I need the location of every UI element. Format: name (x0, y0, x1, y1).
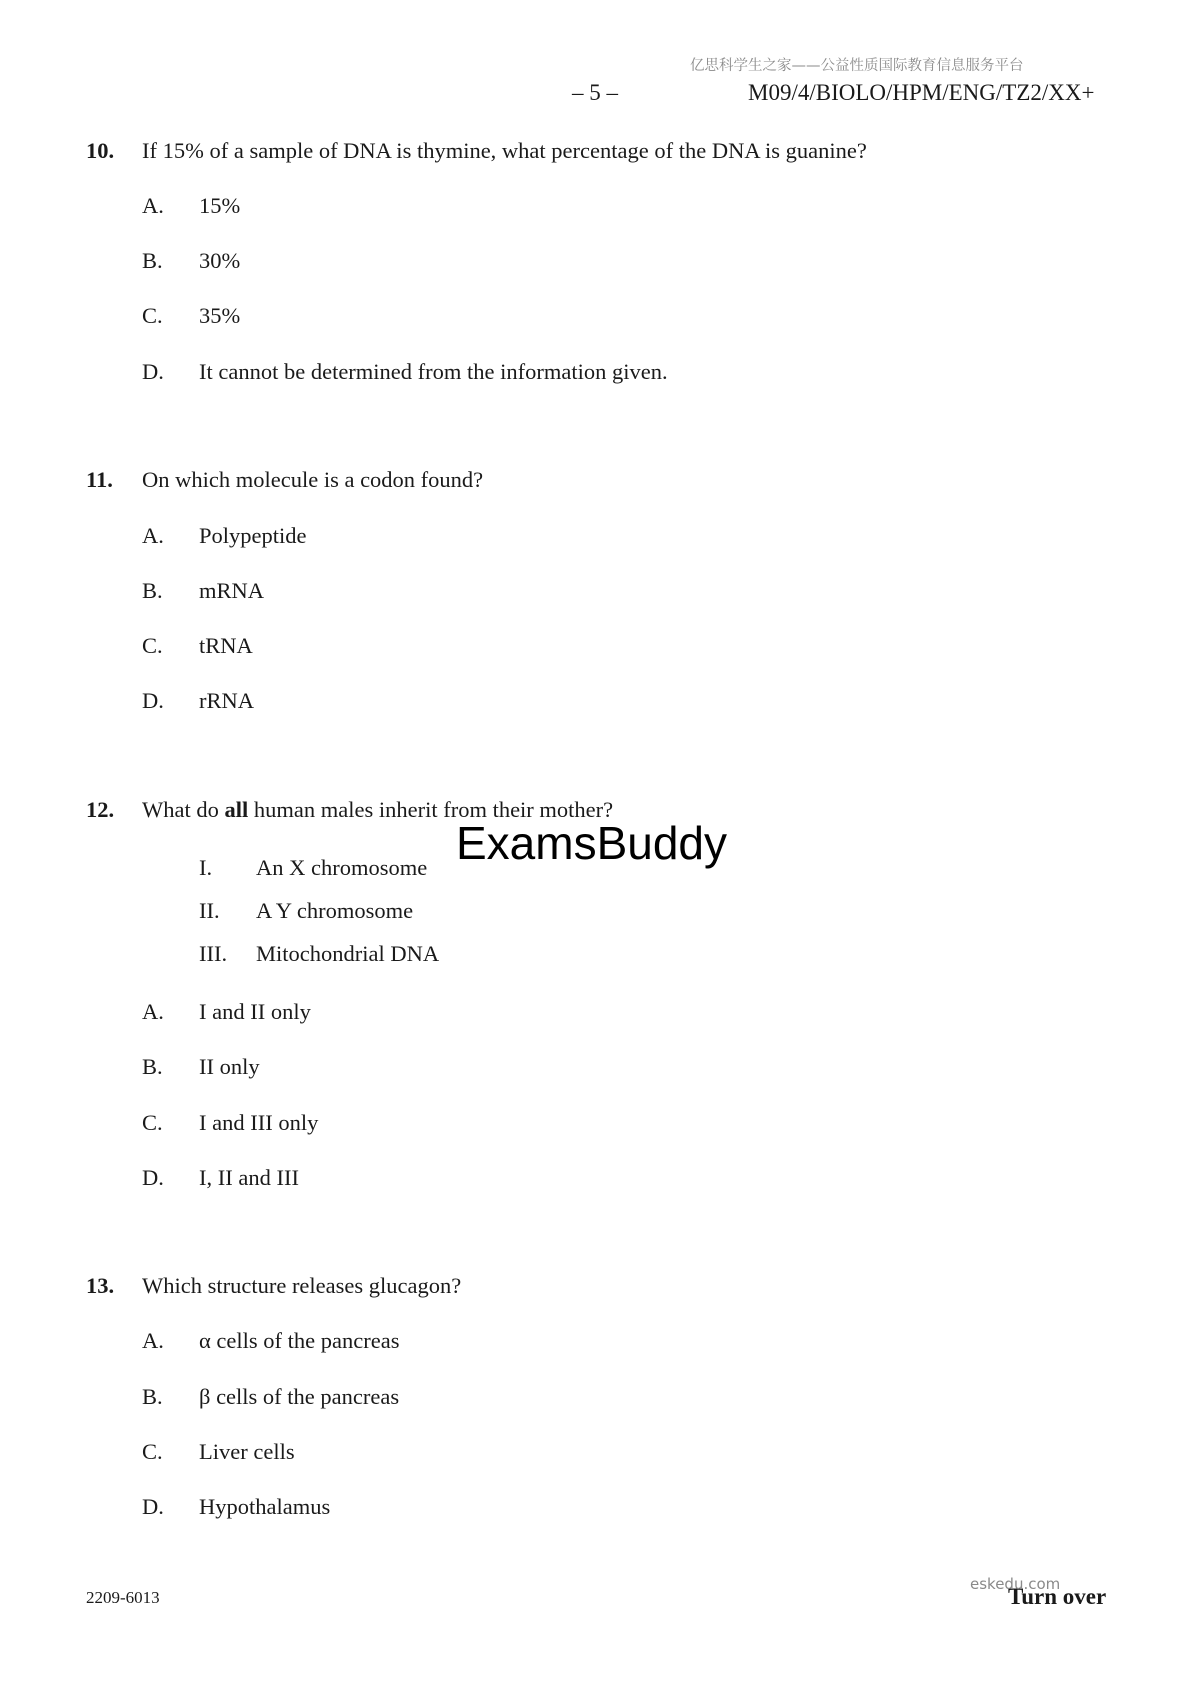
paper-code: M09/4/BIOLO/HPM/ENG/TZ2/XX+ (748, 80, 1095, 105)
question-12-option-text: I and III only (199, 1110, 319, 1135)
question-11-option-text: tRNA (199, 633, 253, 658)
question-10-option-letter: B. (142, 248, 163, 273)
question-10-option-text: It cannot be determined from the information given. (199, 359, 668, 384)
question-11-option-text: rRNA (199, 688, 254, 713)
question-12-number: 12. (86, 797, 115, 822)
question-13-option-letter: C. (142, 1439, 163, 1464)
statement-numeral: III. (199, 941, 228, 966)
question-11-number: 11. (86, 467, 113, 492)
turn-over-label: Turn over (1008, 1584, 1107, 1609)
question-13-option-text: Liver cells (199, 1439, 295, 1464)
question-11-option-letter: A. (142, 523, 164, 548)
question-12-option-text: I, II and III (199, 1165, 299, 1190)
footer-watermark: eskedu.com (970, 1575, 1061, 1593)
question-11-option-text: mRNA (199, 578, 265, 603)
statement-text: A Y chromosome (256, 898, 414, 923)
question-10-option-letter: D. (142, 359, 164, 384)
question-12-text-start: What do (142, 797, 225, 822)
question-10-option-text: 15% (199, 193, 241, 218)
question-12-option-letter: C. (142, 1110, 163, 1135)
question-13-option-letter: B. (142, 1384, 163, 1409)
question-11-text: On which molecule is a codon found? (142, 467, 484, 492)
page-number: – 5 – (572, 80, 618, 105)
question-13-text: Which structure releases glucagon? (142, 1273, 462, 1298)
question-12-text-end: human males inherit from their mother? (248, 797, 614, 822)
question-10-option-text: 30% (199, 248, 241, 273)
question-10-text: If 15% of a sample of DNA is thymine, what percentage of the DNA is guanine? (142, 138, 867, 163)
question-11-option-letter: D. (142, 688, 164, 713)
question-13-option-text: Hypothalamus (199, 1494, 331, 1519)
question-12-option-letter: B. (142, 1054, 163, 1079)
question-10-option-letter: C. (142, 303, 163, 328)
question-11-option-letter: B. (142, 578, 163, 603)
question-10-option-letter: A. (142, 193, 164, 218)
question-13-option-letter: A. (142, 1328, 164, 1353)
question-12-option-letter: A. (142, 999, 164, 1024)
question-10-option-text: 35% (199, 303, 241, 328)
statement-numeral: II. (199, 898, 220, 923)
question-13-option-letter: D. (142, 1494, 164, 1519)
examsbuddy-watermark: ExamsBuddy (456, 817, 728, 869)
header-watermark: 亿思科学生之家——公益性质国际教育信息服务平台 (690, 58, 1024, 74)
question-12-option-text: II only (199, 1054, 260, 1079)
question-13-number: 13. (86, 1273, 115, 1298)
question-11-option-text: Polypeptide (199, 523, 307, 548)
question-13-option-text: β cells of the pancreas (199, 1384, 400, 1409)
question-12-text-emphasis: all (224, 797, 249, 822)
statement-numeral: I. (199, 855, 213, 880)
question-12-option-letter: D. (142, 1165, 164, 1190)
question-13-option-text: α cells of the pancreas (199, 1328, 400, 1353)
statement-text: Mitochondrial DNA (256, 941, 440, 966)
question-12-option-text: I and II only (199, 999, 311, 1024)
question-11-option-letter: C. (142, 633, 163, 658)
question-10-number: 10. (86, 138, 115, 163)
statement-text: An X chromosome (256, 855, 428, 880)
footer-code: 2209-6013 (86, 1588, 160, 1607)
